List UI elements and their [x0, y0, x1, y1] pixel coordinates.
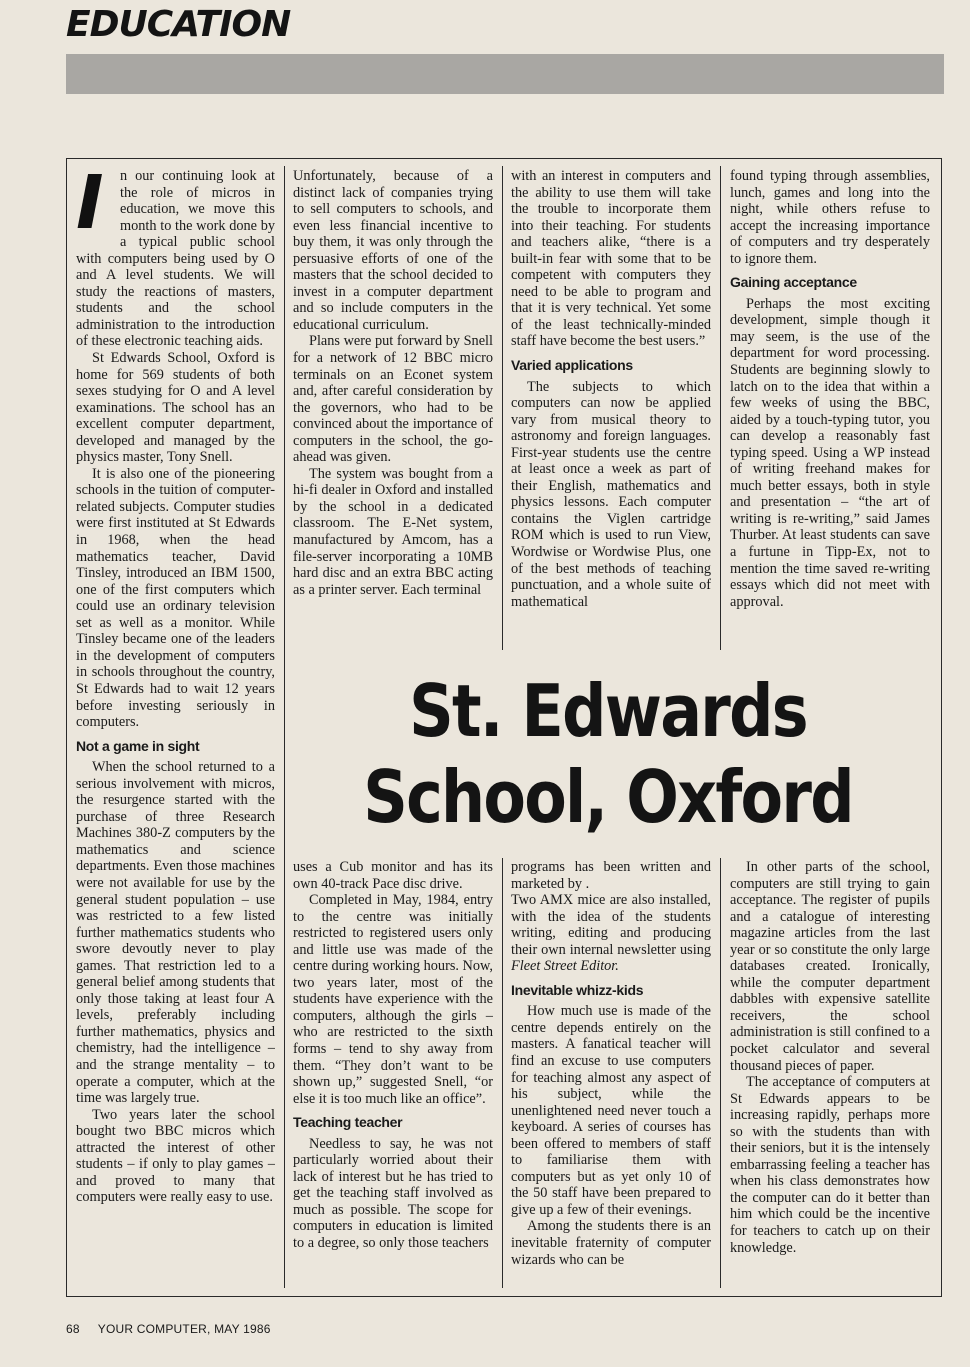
paragraph: Plans were put forward by Snell for a network of 12 BBC micro terminals on an Econet system and, after careful consideration by the governors, who had to be convinced about the importance of computers in the school, the go-ahead was given. [293, 333, 493, 466]
section-title: EDUCATION [66, 4, 291, 45]
paragraph: St Edwards School, Oxford is home for 569 students of both sexes studying for O and A level examinations. The school has an excellent computer department, developed and managed by the physics master, Tony Snell. [76, 350, 275, 466]
subheading: Inevitable whizz-kids [511, 981, 644, 998]
paragraph: uses a Cub monitor and has its own 40-track Pace disc drive. [293, 859, 493, 892]
paragraph: How much use is made of the centre depends entirely on the masters. A fanatical teacher will find an excuse to use computers for teaching almost any aspect of his subject, while the unenlightened need never touch a keyboard. A series of courses has been offered to members of staff to familiarise them with computers but as yet only 10 of the 50 staff have been prepared to give up a few of their evenings. [511, 1003, 711, 1218]
paragraph: n our continuing look at the role of micros in education, we move this month to the work done by a typical public school with computers being used by O and A level students. We will study the reactions of masters, students and the school administration to the introduction of these electronic teaching aids. [76, 168, 275, 350]
article-column-3-top [511, 168, 711, 652]
paragraph-text: Two AMX mice are also installed, with the idea of the students writing, editing and producing their own internal newsletter using [511, 892, 711, 958]
headline-line: St. Edwards [409, 669, 807, 753]
column-rule [720, 858, 721, 1288]
article-column-1 [76, 168, 275, 1290]
paragraph: The system was bought from a hi-fi dealer in Oxford and installed by the school in a dedicated classroom. The E-Net system, manufactured by Amcom, has a file-server incorporating a 10MB hard disc and an extra BBC acting as a printer server. Each terminal [293, 465, 493, 598]
magazine-name: YOUR COMPUTER, MAY 1986 [97, 1322, 271, 1336]
paragraph: When the school returned to a serious involvement with micros, the resurgence started with the purchase of three Research Machines 380-Z computers by the mathematics and science departments. Even those machines were not available for use by the general student population – use was restricted to a few listed further mathematics students who swore devoutly never to play games. That restriction led to a general belief among students that only those taking at least four A levels, preferably including further mathematics, physics and chemistry, had the intelligence – and the strange mentality – to operate a computer, which at the time was largely true. [76, 759, 275, 1107]
article-headline [298, 668, 918, 840]
headline-line: School, Oxford [363, 755, 853, 839]
article-column-4-bottom [730, 859, 930, 1291]
drop-cap: I [76, 168, 104, 246]
paragraph: It is also one of the pioneering schools in the tuition of computer-related subjects. Computer studies were first instituted at St Edwards in 1968, when the head mathematics teacher, David Tinsley, introduced an IBM 1500, one of the first computers which could use an ordinary television set as well as a monitor. While Tinsley became one of the leaders in the development of computers in schools throughout the country, St Edwards had to wait 12 years before investing seriously in computers. [76, 465, 275, 731]
paragraph: Two years later the school bought two BBC micros which attracted the interest of other students – if only to play games – and proved to many that computers were really easy to use. [76, 1106, 275, 1206]
paragraph: Perhaps the most exciting development, simple though it may seem, is the use of the department for word processing. Students are beginning slowly to latch on to the idea that within a few weeks of using the BBC, aided by a touch-typing tutor, you can develop a reasonably fast typing speed. Using a WP instead of writing freehand makes for much better essays, both in style and presentation – “the art of writing is re-writing,” said James Thurber. At least students can save a furtune in Tipp-Ex, not to mention the time saved re-writing essays which did not meet with approval. [730, 295, 930, 610]
paragraph: programs has been written and marketed by . [511, 859, 711, 892]
subheading: Teaching teacher [293, 1114, 403, 1131]
article-column-3-bottom [511, 859, 711, 1291]
paragraph: Among the students there is an inevitable fraternity of computer wizards who can be [511, 1218, 711, 1268]
subheading: Not a game in sight [76, 737, 200, 754]
article-column-2-top [293, 168, 493, 652]
paragraph: In other parts of the school, computers are still trying to gain acceptance. The register of pupils and a catalogue of interesting magazine articles from the last year or so constitute the only large databases created. Ironically, while the computer department dabbles with expensive satellite receivers, the school administration is still confined to a pocket calculator and several thousand pieces of paper. [730, 859, 930, 1074]
paragraph [511, 892, 711, 975]
subheading: Gaining acceptance [730, 274, 857, 291]
column-rule [502, 166, 503, 650]
paragraph: found typing through assemblies, lunch, games and long into the night, while others refuse to accept the increasing importance of computers and try desperately to ignore them. [730, 168, 930, 267]
column-rule [284, 166, 285, 1288]
paragraph: Needless to say, he was not particularly worried about their lack of interest but he has tried to get the teaching staff involved as much as possible. The scope for computers in education is limited to a degree, so only those teachers [293, 1135, 493, 1252]
publication-title: Fleet Street Editor. [511, 958, 619, 975]
paragraph: The subjects to which computers can now be applied vary from musical theory to astronomy and foreign languages. First-year students use the centre at least once a week as part of their English, mathematics and physics lessons. Each computer contains the Viglen cartridge ROM which is used to run View, Wordwise or Wordwise Plus, one of the best methods of teaching punctuation, and a whole suite of mathematical [511, 378, 711, 610]
column-rule [502, 858, 503, 1288]
paragraph: with an interest in computers and the ability to use them will take the trouble to incorporate them into their teaching. For students and teachers alike, “there is a built-in fear with some that to be competent with computers they need to be able to program and that it is very technical. Yet some of the least technically-minded staff have become the best users.” [511, 168, 711, 350]
paragraph: Unfortunately, because of a distinct lack of companies trying to sell computers to schools, and even less financial incentive to buy them, it was only through the persuasive efforts of one of the masters that the school decided to invest in a computer department and so include computers in the educational curriculum. [293, 168, 493, 333]
paragraph: The acceptance of computers at St Edwards appears to be increasing rapidly, perhaps more so with the students than with their seniors, but it is the intensely embarrassing feeling a teacher has when his class demonstrates how the computer can do it better than him which could be the incentive for teachers to catch up on their knowledge. [730, 1074, 930, 1256]
paragraph: Completed in May, 1984, entry to the centre was initially restricted to registered users only and little use was made of the centre during working hours. Now, two years later, most of the students have experience with the computers, although the girls – who are restricted to the sixth forms – tend to shy away from them. “They don’t want to be shown up,” suggested Snell, “or else it is too much like an office”. [293, 892, 493, 1107]
column-rule [720, 166, 721, 650]
subheading: Varied applications [511, 357, 633, 374]
page-footer [66, 1322, 271, 1336]
article-column-2-bottom [293, 859, 493, 1291]
page-number: 68 [66, 1322, 80, 1336]
header-bar [66, 54, 944, 94]
article-column-4-top [730, 168, 930, 652]
